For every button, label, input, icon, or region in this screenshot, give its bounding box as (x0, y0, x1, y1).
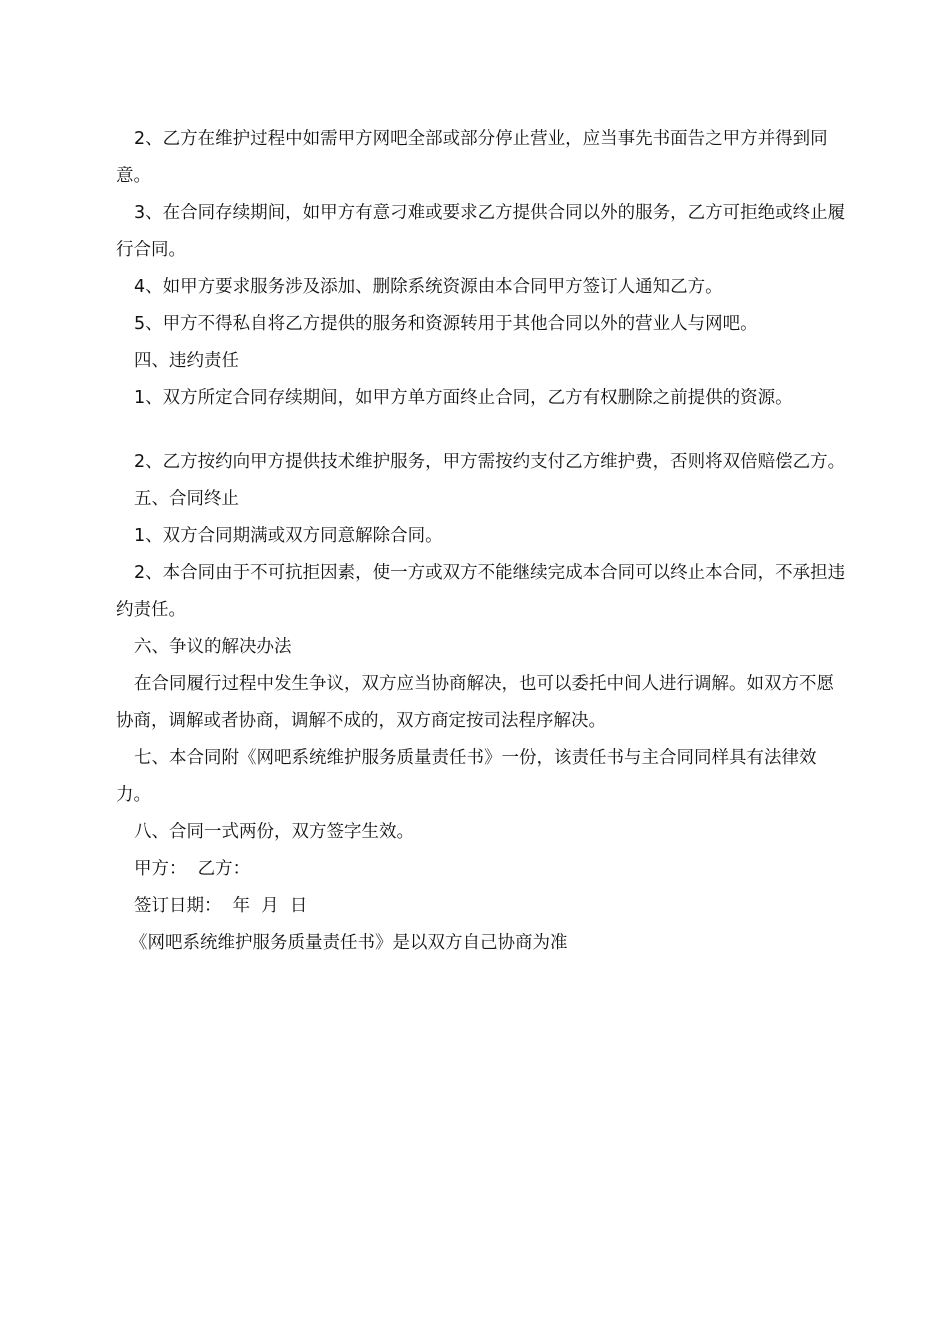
termination-clause-2: 2、本合同由于不可抗拒因素，使一方或双方不能继续完成本合同可以终止本合同，不承担违约责任。 (116, 563, 846, 620)
paragraph-gap (116, 417, 846, 444)
document-body (116, 121, 846, 962)
signature-parties: 甲方： 乙方： (134, 859, 251, 879)
clause-4-resource-changes: 4、如甲方要求服务涉及添加、删除系统资源由本合同甲方签订人通知乙方。 (134, 277, 723, 297)
annex-note: 《网吧系统维护服务质量责任书》是以双方自己协商为准 (130, 933, 568, 953)
clause-2-maintenance-suspension: 2、乙方在维护过程中如需甲方网吧全部或部分停止营业，应当事先书面告之甲方并得到同意。 (116, 129, 828, 186)
breach-clause-2: 2、乙方按约向甲方提供技术维护服务，甲方需按约支付乙方维护费，否则将双倍赔偿乙方。 (134, 452, 846, 472)
section-heading-termination: 五、合同终止 (134, 489, 239, 509)
section-heading-dispute-resolution: 六、争议的解决办法 (134, 637, 292, 657)
section-seven-annex: 七、本合同附《网吧系统维护服务质量责任书》一份，该责任书与主合同同样具有法律效力。 (116, 748, 817, 805)
signing-date: 签订日期： 年 月 日 (134, 896, 308, 916)
clause-5-no-transfer: 5、甲方不得私自将乙方提供的服务和资源转用于其他合同以外的营业人与网吧。 (134, 314, 758, 334)
section-heading-breach-liability: 四、违约责任 (134, 351, 239, 371)
clause-3-refuse-extra-service: 3、在合同存续期间，如甲方有意刁难或要求乙方提供合同以外的服务，乙方可拒绝或终止履行合同。 (116, 203, 846, 260)
termination-clause-1: 1、双方合同期满或双方同意解除合同。 (134, 526, 443, 546)
dispute-resolution-text: 在合同履行过程中发生争议，双方应当协商解决，也可以委托中间人进行调解。如双方不愿协商，调解或者协商，调解不成的，双方商定按司法程序解决。 (116, 674, 834, 731)
breach-clause-1: 1、双方所定合同存续期间，如甲方单方面终止合同，乙方有权删除之前提供的资源。 (134, 388, 793, 408)
section-eight-copies: 八、合同一式两份，双方签字生效。 (134, 822, 414, 842)
